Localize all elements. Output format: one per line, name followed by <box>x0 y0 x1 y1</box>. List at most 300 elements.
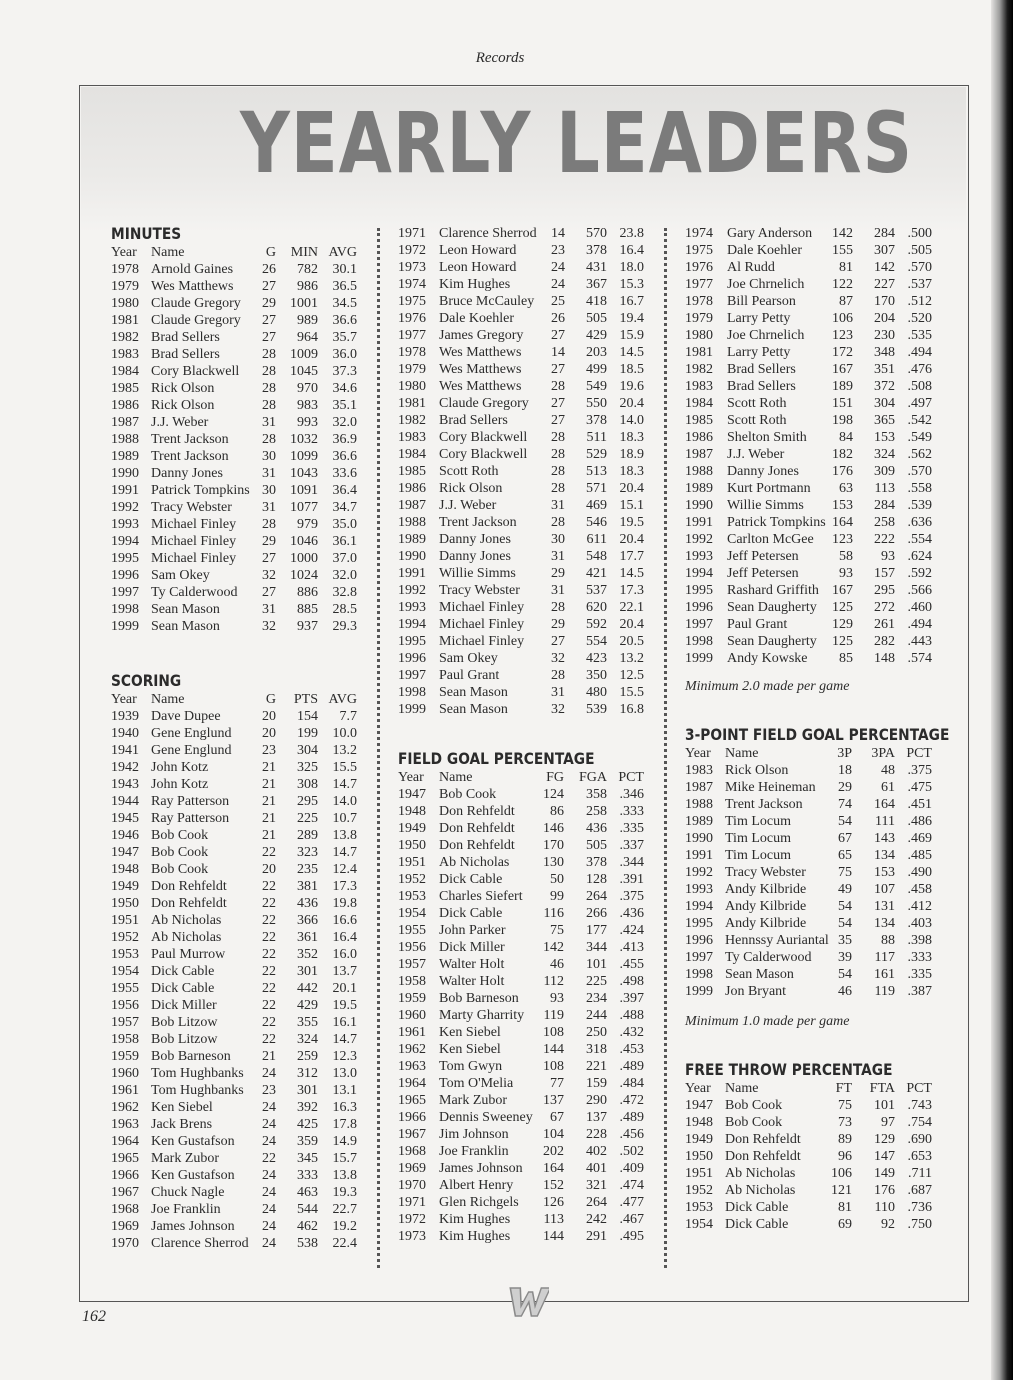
table-row <box>111 1065 361 1082</box>
cell-stat2: 142 <box>874 260 895 275</box>
cell-stat1: 32 <box>551 651 565 666</box>
cell-name: Ken Siebel <box>439 1042 501 1057</box>
table-row <box>398 1058 648 1075</box>
cell-stat2: 221 <box>586 1059 607 1074</box>
cell-name: Andy Kilbride <box>725 882 807 897</box>
table-row <box>111 380 361 397</box>
cell-stat3: .432 <box>619 1025 644 1040</box>
cell-name: Dick Cable <box>151 964 215 979</box>
cell-name: Hennssy Auriantal <box>725 933 829 948</box>
column-middle <box>398 225 648 1245</box>
cell-stat2: 128 <box>586 872 607 887</box>
cell-stat2: 372 <box>874 379 895 394</box>
cell-stat3: .424 <box>619 923 644 938</box>
cell-name: Ken Siebel <box>439 1025 501 1040</box>
cell-stat2: 355 <box>297 1015 318 1030</box>
cell-year: 1988 <box>685 797 713 812</box>
cell-stat3: 17.8 <box>332 1117 357 1132</box>
table-row <box>685 796 935 813</box>
cell-name: Gene Englund <box>151 743 232 758</box>
cell-year: 1940 <box>111 726 139 741</box>
cell-stat3: 19.4 <box>619 311 644 326</box>
cell-stat3: .333 <box>907 950 932 965</box>
cell-stat1: 29 <box>838 780 852 795</box>
cell-name: Joe Franklin <box>439 1144 509 1159</box>
cell-stat1: G <box>265 245 276 260</box>
cell-year: 1992 <box>111 500 139 515</box>
cell-year: 1984 <box>111 364 139 379</box>
cell-year: 1977 <box>685 277 713 292</box>
cell-stat1: 54 <box>838 916 852 931</box>
table-row <box>111 312 361 329</box>
cell-name: Don Rehfeldt <box>439 821 515 836</box>
cell-stat1: 23 <box>262 743 276 758</box>
cell-year: 1955 <box>398 923 426 938</box>
table-row <box>398 667 648 684</box>
cell-name: Tracy Webster <box>725 865 806 880</box>
table-row <box>398 1143 648 1160</box>
table-row <box>398 1007 648 1024</box>
cell-stat1: 46 <box>838 984 852 999</box>
cell-stat1: 39 <box>838 950 852 965</box>
cell-year: 1948 <box>398 804 426 819</box>
cell-stat2: 511 <box>586 430 607 445</box>
cell-stat2: 402 <box>586 1144 607 1159</box>
cell-year: 1975 <box>398 294 426 309</box>
cell-stat3: .542 <box>907 413 932 428</box>
section-title: FREE THROW PERCENTAGE <box>685 1060 893 1079</box>
table-row <box>398 412 648 429</box>
cell-stat2: 203 <box>586 345 607 360</box>
table-row <box>111 997 361 1014</box>
cell-year: 1942 <box>111 760 139 775</box>
table-row <box>398 310 648 327</box>
cell-stat1: FT <box>835 1081 852 1096</box>
table-row <box>685 983 935 1000</box>
cell-stat2: 147 <box>874 1149 895 1164</box>
cell-year: 1958 <box>111 1032 139 1047</box>
cell-name: Rick Olson <box>151 381 215 396</box>
cell-stat2: 134 <box>874 916 895 931</box>
cell-stat3: .484 <box>619 1076 644 1091</box>
cell-stat2: 177 <box>586 923 607 938</box>
cell-name: Wes Matthews <box>439 379 522 394</box>
cell-year: 1991 <box>398 566 426 581</box>
cell-stat1: 28 <box>551 668 565 683</box>
table-row <box>111 414 361 431</box>
table-row <box>685 762 935 779</box>
cell-stat2: 1045 <box>290 364 318 379</box>
cell-name: Mike Heineman <box>725 780 816 795</box>
cell-name: Sam Okey <box>439 651 498 666</box>
cell-year: Year <box>111 692 137 707</box>
cell-name: Rick Olson <box>439 481 503 496</box>
cell-stat1: 21 <box>262 811 276 826</box>
cell-stat1: 18 <box>838 763 852 778</box>
cell-stat3: .562 <box>907 447 932 462</box>
cell-stat3: .409 <box>619 1161 644 1176</box>
cell-stat2: 119 <box>874 984 895 999</box>
cell-stat1: 106 <box>832 311 853 326</box>
cell-stat2: 97 <box>881 1115 895 1130</box>
cell-stat3: .502 <box>619 1144 644 1159</box>
column-right <box>685 225 950 1233</box>
cell-year: 1969 <box>111 1219 139 1234</box>
table-row <box>111 1184 361 1201</box>
cell-stat3: 14.7 <box>332 1032 357 1047</box>
cell-year: 1991 <box>111 483 139 498</box>
cell-year: 1970 <box>398 1178 426 1193</box>
cell-year: 1997 <box>685 617 713 632</box>
cell-name: Carlton McGee <box>727 532 814 547</box>
cell-stat3: 13.8 <box>332 1168 357 1183</box>
cell-name: Ab Nicholas <box>439 855 510 870</box>
cell-name: Bob Cook <box>151 862 209 877</box>
cell-stat2: 258 <box>874 515 895 530</box>
cell-stat1: 142 <box>543 940 564 955</box>
table-header-row <box>398 769 648 786</box>
cell-stat1: 24 <box>551 277 565 292</box>
cell-stat1: 29 <box>551 566 565 581</box>
cell-name: Michael Finley <box>151 551 237 566</box>
cell-name: Andy Kowske <box>727 651 808 666</box>
cell-stat2: 345 <box>297 1151 318 1166</box>
table-row <box>111 1099 361 1116</box>
cell-name: Rick Olson <box>725 763 789 778</box>
cell-year: 1993 <box>685 882 713 897</box>
cell-stat2: 324 <box>874 447 895 462</box>
table-row <box>398 361 648 378</box>
cell-stat2: 92 <box>881 1217 895 1232</box>
cell-stat1: 104 <box>543 1127 564 1142</box>
cell-stat2: 431 <box>586 260 607 275</box>
cell-name: Ab Nicholas <box>725 1183 796 1198</box>
cell-year: 1987 <box>685 780 713 795</box>
cell-year: 1998 <box>685 634 713 649</box>
cell-stat3: 12.4 <box>332 862 357 877</box>
cell-name: J.J. Weber <box>439 498 497 513</box>
cell-stat2: 365 <box>874 413 895 428</box>
cell-stat1: 121 <box>831 1183 852 1198</box>
cell-year: 1971 <box>398 226 426 241</box>
cell-name: Brad Sellers <box>439 413 508 428</box>
cell-stat1: 24 <box>551 260 565 275</box>
cell-year: 1953 <box>685 1200 713 1215</box>
cell-stat1: 31 <box>551 549 565 564</box>
cell-year: 1996 <box>685 600 713 615</box>
cell-stat2: 325 <box>297 760 318 775</box>
cell-stat2: 153 <box>874 865 895 880</box>
table-row <box>685 225 935 242</box>
cell-stat3: 20.4 <box>619 532 644 547</box>
cell-year: 1952 <box>685 1183 713 1198</box>
cell-name: Don Rehfeldt <box>439 804 515 819</box>
cell-stat2: 170 <box>874 294 895 309</box>
table-row <box>685 293 935 310</box>
cell-year: 1996 <box>685 933 713 948</box>
cell-stat2: 143 <box>874 831 895 846</box>
table-row <box>111 793 361 810</box>
cell-stat1: FG <box>546 770 564 785</box>
table-row <box>685 514 935 531</box>
cell-stat3: 35.0 <box>332 517 357 532</box>
cell-year: 1999 <box>685 984 713 999</box>
table-row <box>111 1082 361 1099</box>
cell-name: Al Rudd <box>727 260 775 275</box>
cell-name: Albert Henry <box>439 1178 514 1193</box>
cell-stat1: 93 <box>839 566 853 581</box>
table-row <box>398 599 648 616</box>
cell-stat2: 204 <box>874 311 895 326</box>
cell-stat2: 93 <box>881 549 895 564</box>
cell-stat1: 20 <box>262 862 276 877</box>
cell-stat3: .337 <box>619 838 644 853</box>
table-row <box>685 830 935 847</box>
cell-stat1: 123 <box>832 532 853 547</box>
cell-name: Gary Anderson <box>727 226 813 241</box>
cell-name: Dick Miller <box>151 998 217 1013</box>
cell-stat3: 36.1 <box>332 534 357 549</box>
cell-name: Cory Blackwell <box>439 430 528 445</box>
cell-stat3: 17.3 <box>332 879 357 894</box>
cell-stat2: 554 <box>586 634 607 649</box>
cell-stat3: .690 <box>907 1132 932 1147</box>
cell-stat1: 28 <box>551 379 565 394</box>
cell-stat2: 964 <box>297 330 318 345</box>
table-row <box>111 1014 361 1031</box>
cell-name: Brad Sellers <box>727 362 796 377</box>
cell-year: 1949 <box>685 1132 713 1147</box>
cell-stat3: .495 <box>619 1229 644 1244</box>
cell-stat2: 250 <box>586 1025 607 1040</box>
cell-year: 1972 <box>398 1212 426 1227</box>
cell-stat3: .472 <box>619 1093 644 1108</box>
cell-stat2: 261 <box>874 617 895 632</box>
cell-stat1: 170 <box>543 838 564 853</box>
cell-stat3: 19.8 <box>332 896 357 911</box>
cell-stat1: 28 <box>551 515 565 530</box>
table-row <box>685 344 935 361</box>
cell-name: Larry Petty <box>727 311 791 326</box>
cell-stat1: 137 <box>543 1093 564 1108</box>
table-row <box>398 905 648 922</box>
cell-stat2: 620 <box>586 600 607 615</box>
cell-stat3: .653 <box>907 1149 932 1164</box>
cell-name: Bruce McCauley <box>439 294 535 309</box>
cell-stat1: 28 <box>262 398 276 413</box>
cell-year: 1994 <box>111 534 139 549</box>
cell-year: 1952 <box>111 930 139 945</box>
cell-stat1: 87 <box>839 294 853 309</box>
cell-stat3: 23.8 <box>619 226 644 241</box>
cell-stat1: 31 <box>262 466 276 481</box>
cell-year: 1951 <box>398 855 426 870</box>
cell-year: 1997 <box>398 668 426 683</box>
cell-stat2: 358 <box>586 787 607 802</box>
table-row <box>398 633 648 650</box>
cell-stat3: .490 <box>907 865 932 880</box>
cell-stat2: 228 <box>586 1127 607 1142</box>
table-row <box>398 684 648 701</box>
cell-year: 1957 <box>111 1015 139 1030</box>
cell-name: Tracy Webster <box>151 500 232 515</box>
cell-year: 1990 <box>398 549 426 564</box>
cell-stat2: 149 <box>874 1166 895 1181</box>
cell-stat3: 13.1 <box>332 1083 357 1098</box>
cell-name: J.J. Weber <box>151 415 209 430</box>
cell-stat2: 244 <box>586 1008 607 1023</box>
table-row <box>111 742 361 759</box>
cell-name: Gene Englund <box>151 726 232 741</box>
cell-stat2: 436 <box>586 821 607 836</box>
table-row <box>111 295 361 312</box>
cell-stat1: 30 <box>551 532 565 547</box>
table-row <box>111 1235 361 1252</box>
cell-stat2: 499 <box>586 362 607 377</box>
table-row <box>111 499 361 516</box>
cell-year: 1978 <box>685 294 713 309</box>
cell-year: 1994 <box>398 617 426 632</box>
cell-stat3: 34.6 <box>332 381 357 396</box>
cell-stat3: 18.9 <box>619 447 644 462</box>
cell-stat1: 21 <box>262 794 276 809</box>
cell-stat2: 333 <box>297 1168 318 1183</box>
cell-stat3: 32.0 <box>332 568 357 583</box>
cell-year: 1974 <box>398 277 426 292</box>
cell-stat2: 264 <box>586 889 607 904</box>
table-row <box>398 854 648 871</box>
cell-stat2: 309 <box>874 464 895 479</box>
cell-stat1: 108 <box>543 1059 564 1074</box>
cell-name: Dick Miller <box>439 940 505 955</box>
cell-stat2: 227 <box>874 277 895 292</box>
cell-stat3: 19.2 <box>332 1219 357 1234</box>
table-row <box>398 1228 648 1245</box>
table-row <box>685 327 935 344</box>
cell-stat2: 529 <box>586 447 607 462</box>
cell-stat3: .485 <box>907 848 932 863</box>
cell-stat3: .566 <box>907 583 932 598</box>
cell-stat3: .488 <box>619 1008 644 1023</box>
cell-stat1: 29 <box>262 534 276 549</box>
cell-stat2: 289 <box>297 828 318 843</box>
table-header-row <box>685 1080 935 1097</box>
cell-stat1: 172 <box>832 345 853 360</box>
cell-year: 1983 <box>111 347 139 362</box>
cell-stat3: .636 <box>907 515 932 530</box>
cell-name: Clarence Sherrod <box>439 226 537 241</box>
cell-name: Kim Hughes <box>439 1212 511 1227</box>
cell-stat2: 548 <box>586 549 607 564</box>
cell-year: 1963 <box>111 1117 139 1132</box>
cell-name: Scott Roth <box>727 396 787 411</box>
cell-year: 1986 <box>398 481 426 496</box>
cell-stat1: 189 <box>832 379 853 394</box>
cell-stat3: .397 <box>619 991 644 1006</box>
cell-stat2: 993 <box>297 415 318 430</box>
cell-stat1: 54 <box>838 814 852 829</box>
cell-year: 1983 <box>398 430 426 445</box>
cell-stat1: 32 <box>551 702 565 717</box>
cell-name: Bob Cook <box>439 787 497 802</box>
cell-stat1: 144 <box>543 1229 564 1244</box>
cell-stat1: 27 <box>551 396 565 411</box>
cell-stat2: 378 <box>586 855 607 870</box>
cell-year: 1966 <box>398 1110 426 1125</box>
cell-year: 1991 <box>685 515 713 530</box>
cell-stat3: 15.7 <box>332 1151 357 1166</box>
cell-year: 1995 <box>398 634 426 649</box>
cell-name: Ken Siebel <box>151 1100 213 1115</box>
table-row <box>398 990 648 1007</box>
cell-stat1: 81 <box>839 260 853 275</box>
cell-year: 1956 <box>111 998 139 1013</box>
table-row <box>398 701 648 718</box>
cell-stat3: 10.0 <box>332 726 357 741</box>
cell-stat2: 225 <box>297 811 318 826</box>
cell-stat2: 442 <box>297 981 318 996</box>
cell-stat2: 301 <box>297 964 318 979</box>
cell-stat3: .574 <box>907 651 932 666</box>
table-row <box>398 429 648 446</box>
cell-stat1: 84 <box>839 430 853 445</box>
table-row <box>398 973 648 990</box>
cell-stat3: 36.6 <box>332 449 357 464</box>
cell-stat1: 63 <box>839 481 853 496</box>
cell-stat2: 301 <box>297 1083 318 1098</box>
cell-name: Name <box>725 746 759 761</box>
cell-stat2: 117 <box>874 950 895 965</box>
table-row <box>398 548 648 565</box>
table-row <box>685 310 935 327</box>
cell-stat2: 350 <box>586 668 607 683</box>
table-row <box>685 881 935 898</box>
cell-year: 1999 <box>685 651 713 666</box>
cell-stat3: .489 <box>619 1110 644 1125</box>
cell-stat1: 22 <box>262 913 276 928</box>
cell-name: Sean Mason <box>439 685 508 700</box>
cell-stat2: 549 <box>586 379 607 394</box>
cell-stat3: .456 <box>619 1127 644 1142</box>
cell-stat3: .500 <box>907 226 932 241</box>
column-divider <box>664 228 667 1268</box>
cell-stat1: 85 <box>839 651 853 666</box>
cell-name: Bill Pearson <box>727 294 796 309</box>
cell-year: 1985 <box>111 381 139 396</box>
table-row <box>111 1167 361 1184</box>
cell-name: Glen Richgels <box>439 1195 519 1210</box>
cell-stat2: 318 <box>586 1042 607 1057</box>
cell-stat2: 264 <box>586 1195 607 1210</box>
cell-stat1: 28 <box>551 481 565 496</box>
cell-name: Ken Gustafson <box>151 1134 235 1149</box>
cell-stat2: 324 <box>297 1032 318 1047</box>
cell-year: 1964 <box>111 1134 139 1149</box>
table-row <box>398 1177 648 1194</box>
table-row <box>111 827 361 844</box>
cell-name: Claude Gregory <box>151 296 241 311</box>
cell-name: Ab Nicholas <box>151 913 222 928</box>
table-row <box>111 261 361 278</box>
cell-year: 1966 <box>111 1168 139 1183</box>
cell-name: Tim Locum <box>725 814 791 829</box>
cell-year: 1967 <box>398 1127 426 1142</box>
table-row <box>398 1024 648 1041</box>
cell-year: 1982 <box>111 330 139 345</box>
cell-stat1: 144 <box>543 1042 564 1057</box>
cell-stat3: .469 <box>907 831 932 846</box>
table-row <box>685 361 935 378</box>
